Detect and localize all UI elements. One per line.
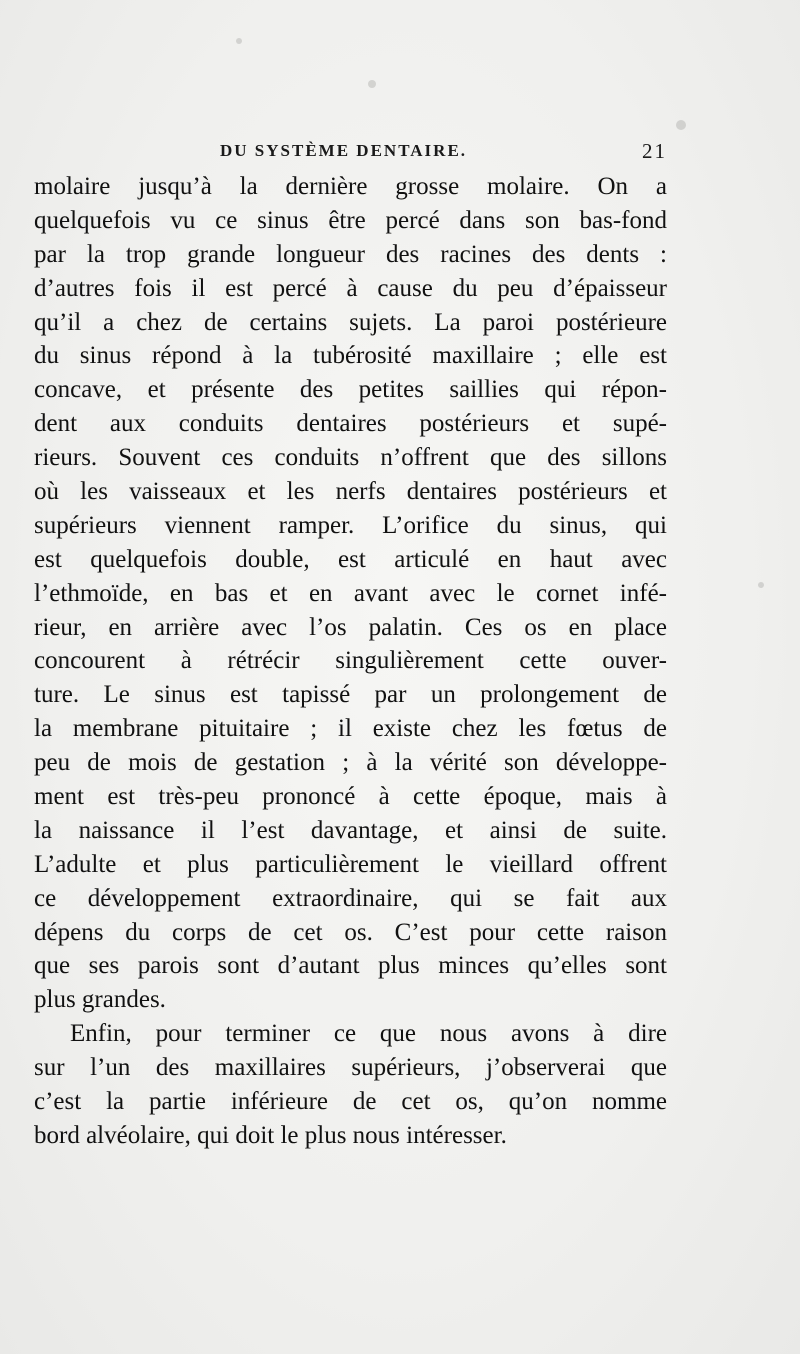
paper-speck: [758, 582, 764, 588]
paper-speck: [236, 38, 242, 44]
text-line: du sinus répond à la tubérosité maxillaire ; elle est: [34, 342, 667, 370]
text-line: d’autres fois il est percé à cause du peu d’épaisseur: [34, 274, 667, 302]
page-number: 21: [642, 139, 667, 163]
text-line: dépens du corps de cet os. C’est pour cette raison: [34, 918, 667, 946]
text-line: est quelquefois double, est articulé en haut avec: [34, 545, 667, 573]
paper-speck: [676, 120, 686, 130]
text-line: L’adulte et plus particulièrement le vieillard offrent: [34, 850, 667, 878]
paragraph-end-line: plus grandes.: [34, 986, 166, 1014]
text-line: ce développement extraordinaire, qui se fait aux: [34, 884, 667, 912]
text-line: la naissance il l’est davantage, et ainsi de suite.: [34, 816, 667, 844]
running-head: [34, 141, 667, 167]
text-line: dent aux conduits dentaires postérieurs et supé-: [34, 410, 667, 438]
text-line: que ses parois sont d’autant plus minces qu’elles sont: [34, 952, 667, 980]
text-line: sur l’un des maxillaires supérieurs, j’observerai que: [34, 1054, 667, 1082]
text-line: rieur, en arrière avec l’os palatin. Ces os en place: [34, 613, 667, 641]
text-line: molaire jusqu’à la dernière grosse molaire. On a: [34, 173, 667, 200]
text-line: où les vaisseaux et les nerfs dentaires postérieurs et: [34, 478, 667, 506]
text-line: ture. Le sinus est tapissé par un prolongement de: [34, 681, 667, 709]
text-line: concave, et présente des petites saillies qui répon-: [34, 376, 667, 404]
body-text: [34, 170, 667, 1153]
text-line: quelquefois vu ce sinus être percé dans son bas-fond: [34, 206, 667, 234]
paper-speck: [368, 80, 376, 88]
text-line: qu’il a chez de certains sujets. La paroi postérieure: [34, 308, 667, 336]
text-line: ment est très-peu prononcé à cette époque, mais à: [34, 783, 667, 811]
text-line: rieurs. Souvent ces conduits n’offrent que des sillons: [34, 444, 667, 472]
running-title: DU SYSTÈME DENTAIRE.: [220, 141, 468, 160]
text-line: par la trop grande longueur des racines des dents :: [34, 240, 667, 268]
text-line: c’est la partie inférieure de cet os, qu’on nomme: [34, 1088, 667, 1116]
text-line: la membrane pituitaire ; il existe chez les fœtus de: [34, 715, 667, 743]
text-line: concourent à rétrécir singulièrement cette ouver-: [34, 647, 667, 675]
paragraph-end-line: bord alvéolaire, qui doit le plus nous intéresser.: [34, 1121, 507, 1149]
paragraph-start-line: Enfin, pour terminer ce que nous avons à dire: [70, 1020, 667, 1048]
text-line: supérieurs viennent ramper. L’orifice du sinus, qui: [34, 511, 667, 539]
text-line: peu de mois de gestation ; à la vérité son développe-: [34, 749, 667, 777]
text-line: l’ethmoïde, en bas et en avant avec le cornet infé-: [34, 579, 667, 607]
